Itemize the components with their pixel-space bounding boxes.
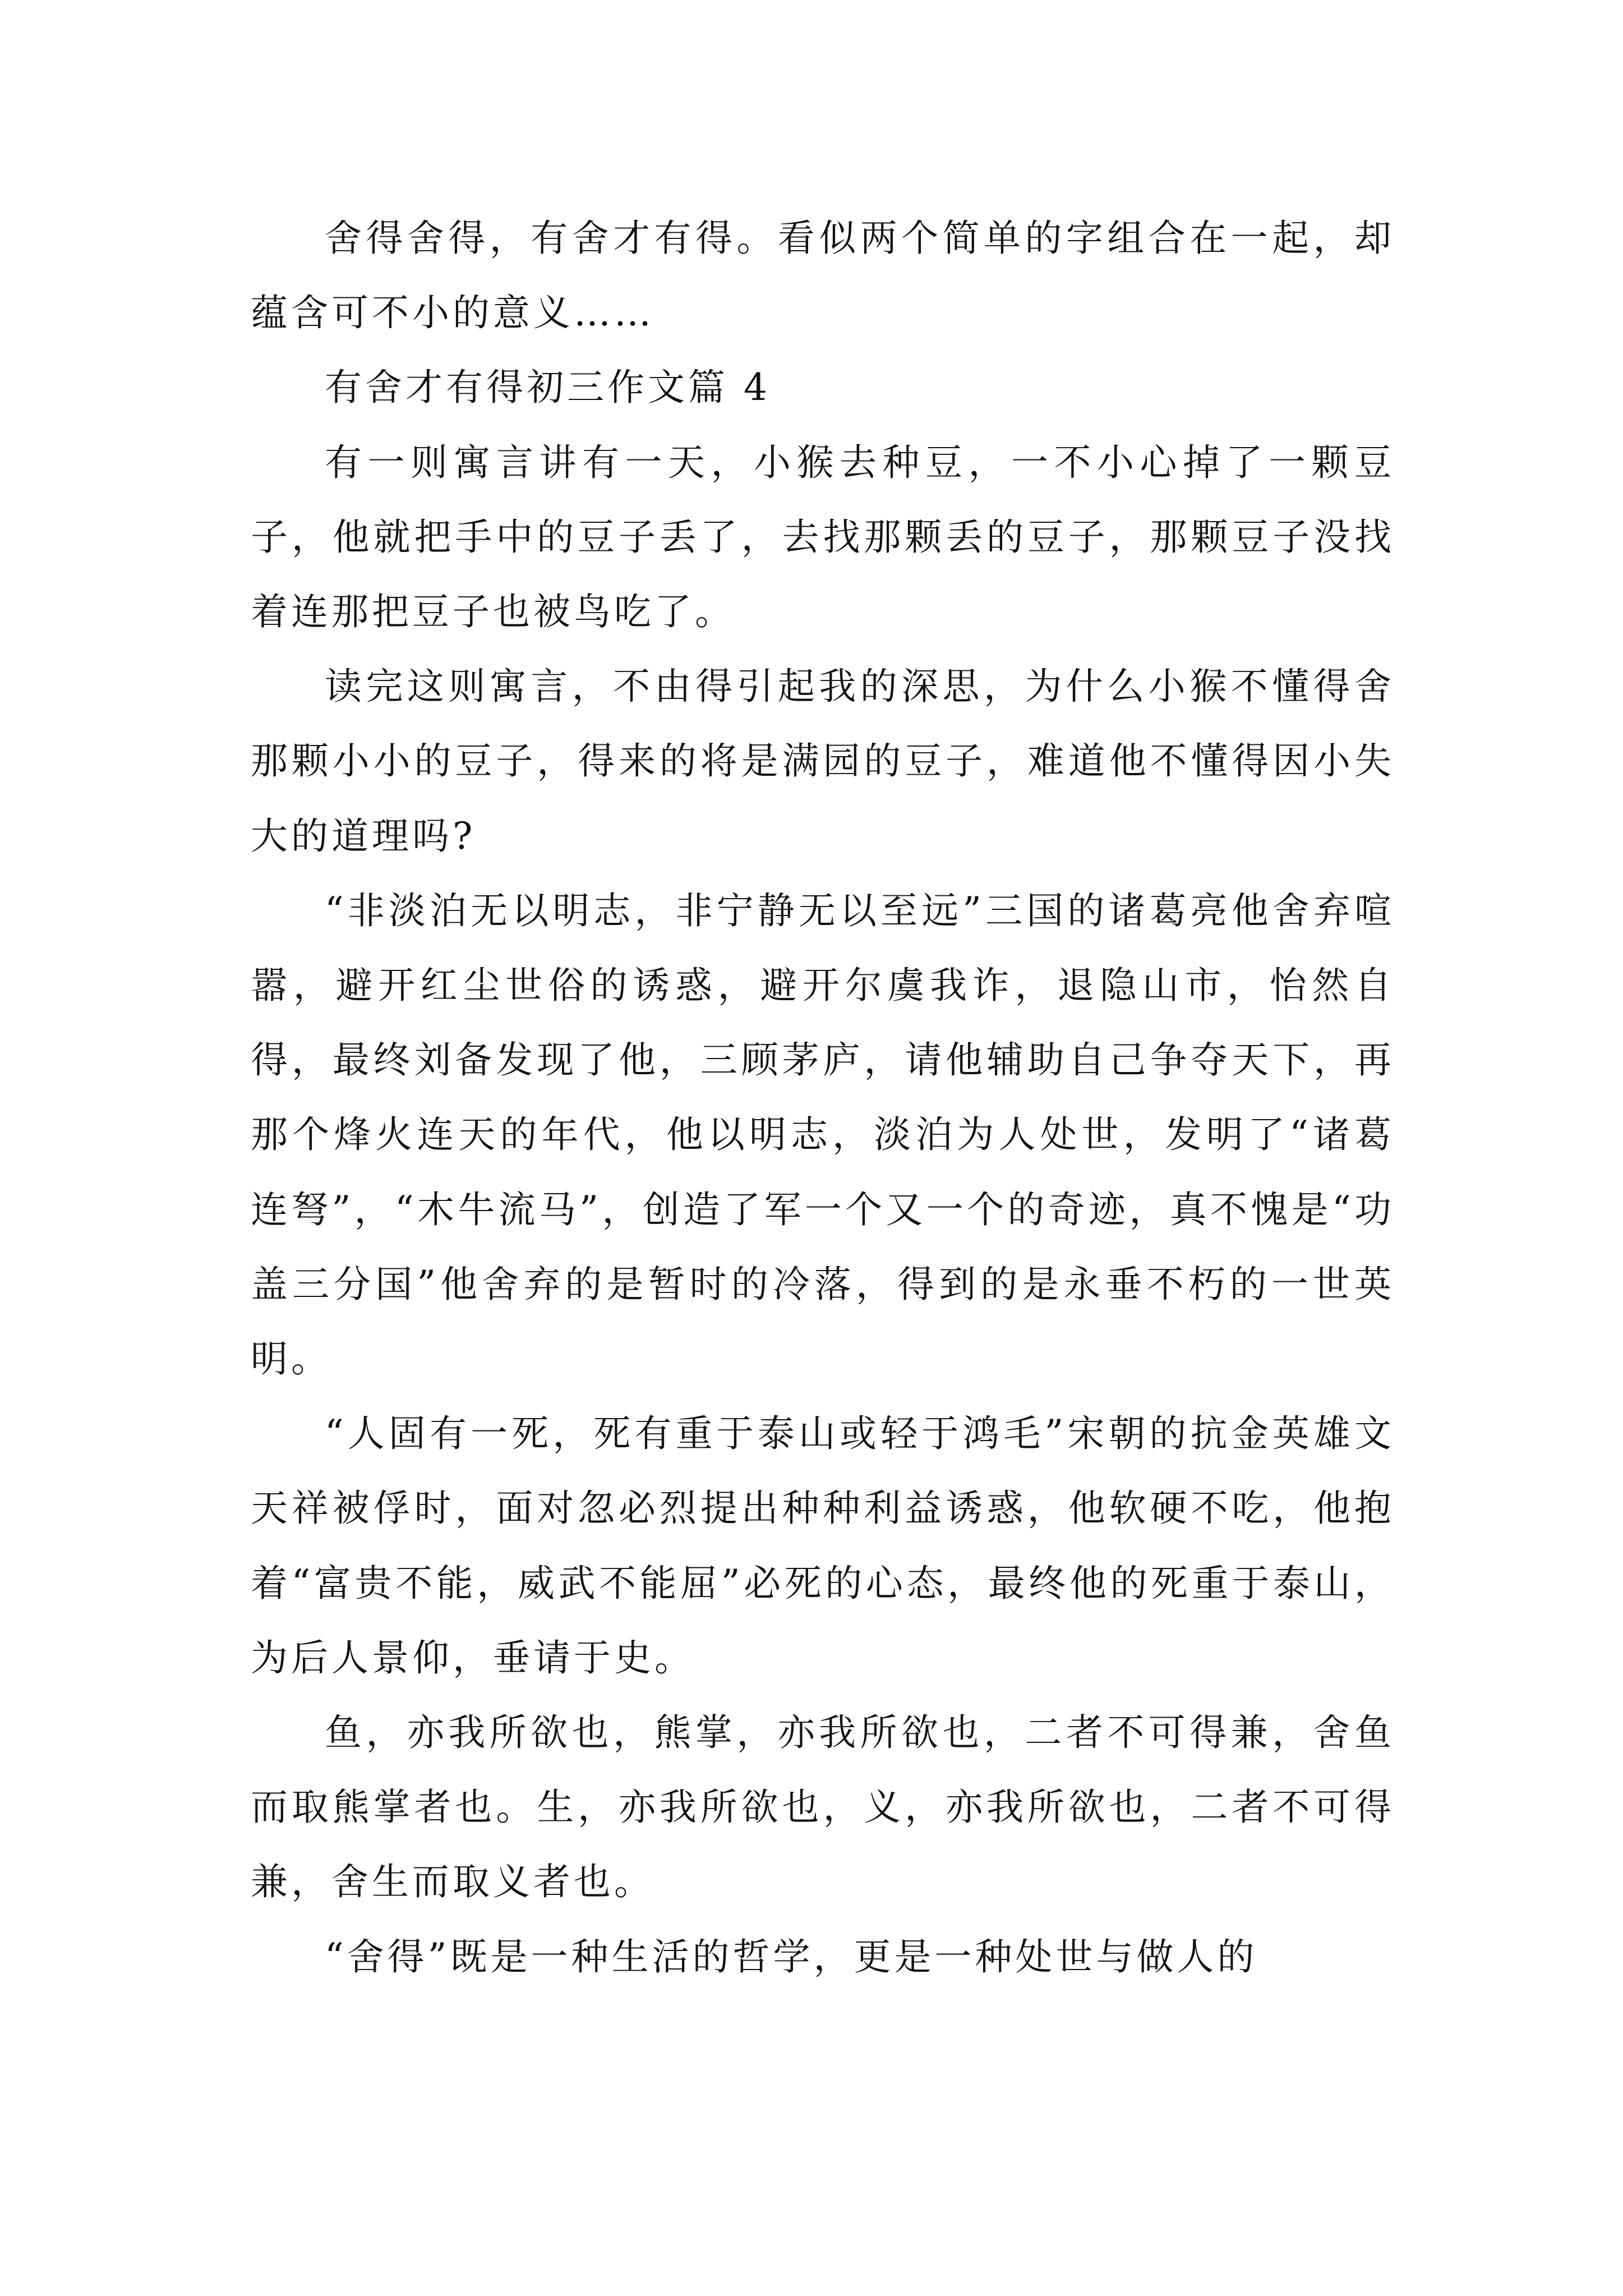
paragraph-2: 有一则寓言讲有一天，小猴去种豆，一不小心掉了一颗豆子，他就把手中的豆子丢了，去找那颗丢的豆子，那颗豆子没找着连那把豆子也被鸟吃了。 <box>251 440 1395 634</box>
paragraph-6: 鱼，亦我所欲也，熊掌，亦我所欲也，二者不可得兼，舍鱼而取熊掌者也。生，亦我所欲也，义，亦我所欲也，二者不可得兼，舍生而取义者也。 <box>251 1711 1395 1904</box>
paragraph-7: “舍得”既是一种生活的哲学，更是一种处世与做人的 <box>325 1935 1258 1978</box>
document-body <box>251 201 1395 1994</box>
paragraph-1: 舍得舍得，有舍才有得。看似两个简单的字组合在一起，却蕴含可不小的意义…… <box>251 217 1395 335</box>
paragraph-5: “人固有一死，死有重于泰山或轻于鸿毛”宋朝的抗金英雄文天祥被俘时，面对忽必烈提出种种利益诱惑，他软硬不吃，他抱着“富贵不能，威武不能屈”必死的心态，最终他的死重于泰山，为后人景仰，垂请于史。 <box>251 1412 1395 1680</box>
section-heading: 有舍才有得初三作文篇 4 <box>325 366 771 409</box>
paragraph-3: 读完这则寓言，不由得引起我的深思，为什么小猴不懂得舍那颗小小的豆子，得来的将是满园的豆子，难道他不懂得因小失大的道理吗? <box>251 665 1395 858</box>
paragraph-4: “非淡泊无以明志，非宁静无以至远”三国的诸葛亮他舍弃喧嚣，避开红尘世俗的诱惑，避开尔虞我诈，退隐山市，怡然自得，最终刘备发现了他，三顾茅庐，请他辅助自己争夺天下，再那个烽火连天的年代，他以明志，淡泊为人处世，发明了“诸葛连弩”，“木牛流马”，创造了军一个又一个的奇迹，真不愧是“功盖三分国”他舍弃的是暂时的冷落，得到的是永垂不朽的一世英明。 <box>251 889 1395 1381</box>
